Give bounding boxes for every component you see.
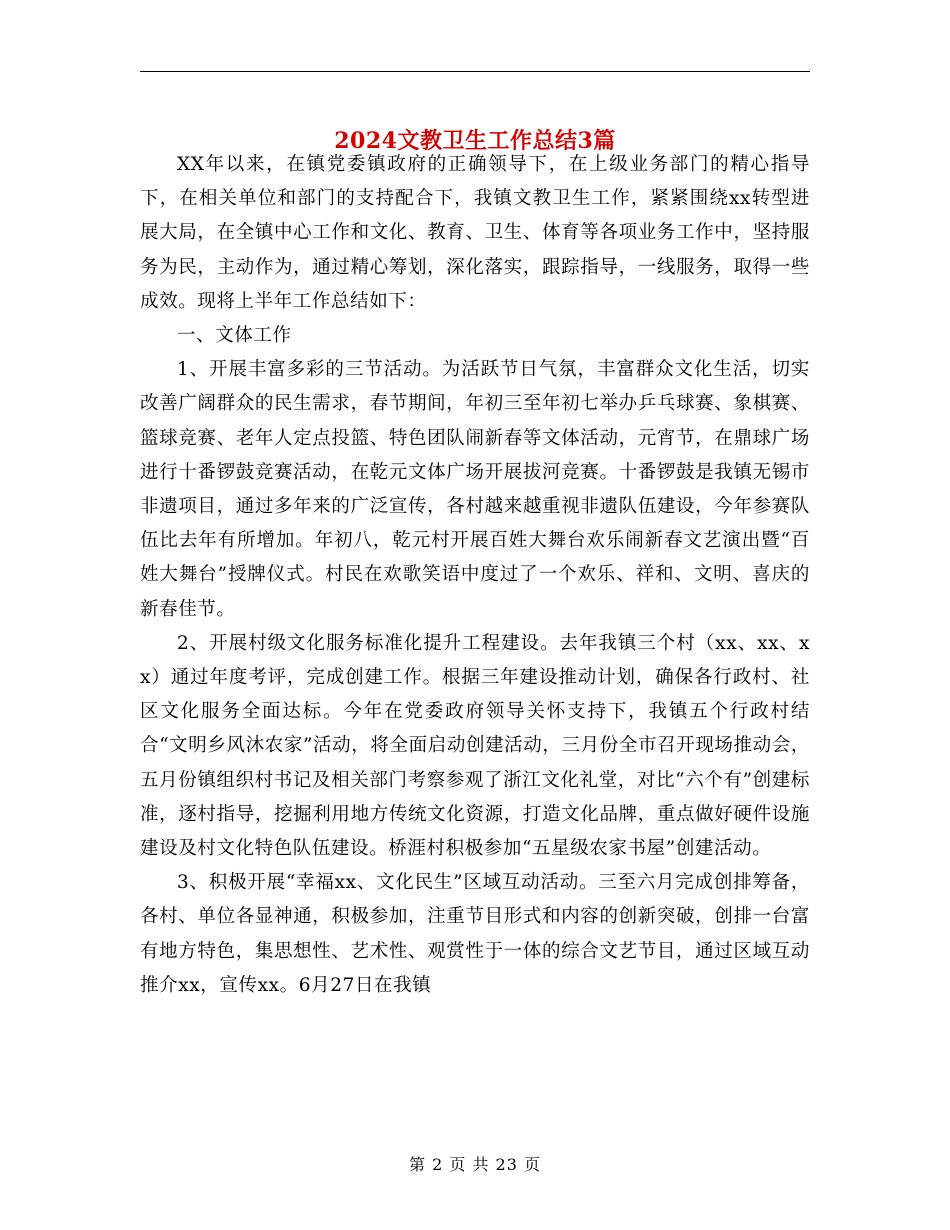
document-title: 2024文教卫生工作总结3篇 bbox=[334, 127, 616, 154]
paragraph-item-2: 2、开展村级文化服务标准化提升工程建设。去年我镇三个村（xx、xx、xx）通过年度考评，完成创建工作。根据三年建设推动计划，确保各行政村、社区文化服务全面达标。今年在党委政府领导关怀支持下，我镇五个行政村结合“文明乡风沐农家”活动，将全面启动创建活动，三月份全市召开现场推动会，五月份镇组织村书记及相关部门考察参观了浙江文化礼堂，对比“六个有”创建标准，逐村指导，挖掘利用地方传统文化资源，打造文化品牌，重点做好硬件设施建设及村文化特色队伍建设。桥涯村积极参加“五星级农家书屋”创建活动。 bbox=[140, 632, 810, 860]
section-heading-culture-sports: 一、文体工作 bbox=[177, 325, 292, 347]
paragraph-item-3: 3、积极开展“幸福xx、文化民生”区域互动活动。三至六月完成创排筹备，各村、单位各显神通，积极参加，注重节目形式和内容的创新突破，创排一台富有地方特色，集思想性、艺术性、观赏性于一体的综合文艺节目，通过区域互动推介xx，宣传xx。6月27日在我镇 bbox=[140, 872, 810, 996]
paragraph-item-1: 1、开展丰富多彩的三节活动。为活跃节日气氛，丰富群众文化生活，切实改善广阔群众的民生需求，春节期间，年初三至年初七举办乒乓球赛、象棋赛、篮球竞赛、老年人定点投篮、特色团队闹新春等文体活动，元宵节，在鼎球广场进行十番锣鼓竞赛活动，在乾元文体广场开展拔河竞赛。十番锣鼓是我镇无锡市非遗项目，通过多年来的广泛宣传，各村越来越重视非遗队伍建设，今年参赛队伍比去年有所增加。年初八，乾元村开展百姓大舞台欢乐闹新春文艺演出暨“百姓大舞台”授牌仪式。村民在欢歌笑语中度过了一个欢乐、祥和、文明、喜庆的新春佳节。 bbox=[140, 359, 810, 620]
header-rule bbox=[140, 71, 810, 72]
document-body bbox=[140, 148, 810, 1003]
page-number-footer: 第 2 页 共 23 页 bbox=[409, 1155, 541, 1174]
paragraph-intro: XX年以来，在镇党委镇政府的正确领导下，在上级业务部门的精心指导下，在相关单位和部门的支持配合下，我镇文教卫生工作，紧紧围绕xx转型进展大局，在全镇中心工作和文化、教育、卫生、体育等各项业务工作中，坚持服务为民，主动作为，通过精心筹划，深化落实，跟踪指导，一线服务，取得一些成效。现将上半年工作总结如下： bbox=[140, 154, 810, 312]
